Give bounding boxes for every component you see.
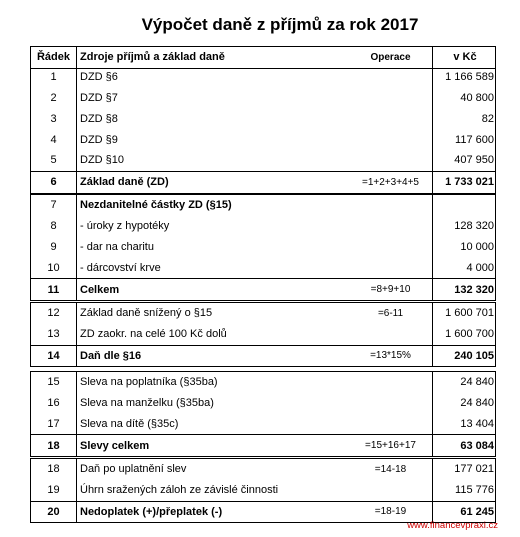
table-header	[30, 46, 496, 69]
row-operation	[349, 216, 433, 237]
page-title: Výpočet daně z příjmů za rok 2017	[141, 15, 419, 34]
row-value: 115 776	[455, 484, 494, 497]
row-number: 20	[31, 502, 77, 523]
table-row	[31, 459, 495, 480]
row-description: DZD §9	[80, 133, 118, 146]
table-row	[31, 67, 495, 88]
row-description: Základ daně snížený o §15	[80, 307, 213, 320]
row-description: Základ daně (ZD)	[80, 176, 169, 189]
row-number: 6	[31, 172, 77, 193]
table-row	[31, 393, 495, 414]
row-value: 117 600	[455, 133, 494, 146]
header-operation: Operace	[349, 47, 433, 68]
row-number: 16	[31, 393, 77, 414]
row-number: 12	[31, 303, 77, 324]
row-description: Nedoplatek (+)/přeplatek (-)	[80, 505, 223, 518]
row-number: 17	[31, 414, 77, 435]
row-operation: =6-11	[349, 303, 433, 324]
row-description: Sleva na dítě (§35c)	[80, 417, 179, 430]
row-description: DZD §10	[80, 154, 125, 167]
row-number: 19	[31, 480, 77, 501]
table-row	[31, 414, 495, 435]
row-value: 177 021	[454, 463, 494, 476]
row-number: 18	[31, 459, 77, 480]
row-value: 13 404	[460, 417, 494, 430]
row-value: 1 166 589	[445, 71, 494, 84]
row-value: 63 084	[460, 439, 494, 452]
table-row	[31, 237, 495, 258]
row-value: 4 000	[466, 261, 494, 274]
row-number: 13	[31, 324, 77, 345]
row-operation	[349, 414, 433, 435]
row-operation	[349, 195, 433, 216]
table-row	[31, 324, 495, 345]
row-operation	[349, 372, 433, 393]
table-row	[31, 372, 495, 393]
table-row	[31, 480, 495, 501]
table-section	[30, 194, 496, 301]
row-value: 1 600 701	[445, 307, 494, 320]
row-operation	[349, 393, 433, 414]
row-description: Daň po uplatnění slev	[80, 463, 187, 476]
table-row	[31, 345, 495, 367]
row-number: 7	[31, 195, 77, 216]
row-description: - dar na charitu	[80, 240, 154, 253]
row-operation	[349, 480, 433, 501]
row-value: 1 733 021	[445, 176, 494, 189]
row-description: Úhrn sražených záloh ze závislé činnosti	[80, 484, 279, 497]
row-number: 3	[31, 108, 77, 129]
row-number: 5	[31, 150, 77, 171]
row-description: Nezdanitelné částky ZD (§15)	[80, 199, 232, 212]
row-number: 10	[31, 257, 77, 278]
row-operation	[349, 67, 433, 88]
row-operation: =13*15%	[349, 346, 433, 367]
table-row	[31, 216, 495, 237]
row-operation	[349, 324, 433, 345]
row-operation: =15+16+17	[349, 435, 433, 456]
row-description: DZD §6	[80, 71, 118, 84]
row-operation	[349, 108, 433, 129]
row-value: 407 950	[454, 154, 494, 167]
row-description: Sleva na poplatníka (§35ba)	[80, 376, 218, 389]
row-description: ZD zaokr. na celé 100 Kč dolů	[80, 328, 227, 341]
table-row	[31, 150, 495, 171]
row-value: 61 245	[460, 505, 494, 518]
table-row	[31, 171, 495, 193]
row-operation	[349, 150, 433, 171]
row-number: 15	[31, 372, 77, 393]
row-description: Slevy celkem	[80, 439, 150, 452]
header-description: Zdroje příjmů a základ daně	[80, 51, 225, 64]
table-section	[30, 458, 496, 523]
row-number: 9	[31, 237, 77, 258]
row-description: - úroky z hypotéky	[80, 220, 170, 233]
row-operation	[349, 129, 433, 150]
row-description: - dárcovství krve	[80, 261, 161, 274]
row-value: 24 840	[460, 376, 494, 389]
row-operation	[349, 257, 433, 278]
table-row	[31, 278, 495, 300]
table-row	[31, 129, 495, 150]
row-value: 82	[481, 112, 494, 125]
table-section	[30, 67, 496, 194]
row-value	[433, 195, 497, 216]
table-section	[30, 371, 496, 457]
row-value: 24 840	[460, 397, 494, 410]
row-number: 4	[31, 129, 77, 150]
row-operation: =18-19	[349, 502, 433, 523]
row-description: Sleva na manželku (§35ba)	[80, 397, 214, 410]
row-number: 18	[31, 435, 77, 456]
table-row	[31, 195, 495, 216]
row-number: 8	[31, 216, 77, 237]
row-number: 2	[31, 88, 77, 109]
row-number: 11	[31, 279, 77, 300]
row-value: 1 600 700	[445, 328, 494, 341]
row-description: DZD §8	[80, 112, 118, 125]
row-operation	[349, 237, 433, 258]
table-row	[31, 434, 495, 456]
row-operation: =1+2+3+4+5	[349, 172, 433, 193]
row-value: 40 800	[460, 91, 494, 104]
row-value: 128 320	[454, 220, 494, 233]
row-operation: =14-18	[349, 459, 433, 480]
row-value: 10 000	[460, 240, 494, 253]
row-description: Celkem	[80, 283, 120, 296]
row-operation: =8+9+10	[349, 279, 433, 300]
table-row	[31, 88, 495, 109]
table-row	[31, 108, 495, 129]
header-row	[31, 47, 495, 68]
table-row	[31, 257, 495, 278]
table-section	[30, 302, 496, 367]
row-description: Daň dle §16	[80, 349, 142, 362]
row-number: 14	[31, 346, 77, 367]
source-link[interactable]: www.financevpraxi.cz	[407, 520, 498, 531]
header-row-number: Řádek	[31, 47, 77, 68]
row-description: DZD §7	[80, 91, 118, 104]
row-operation	[349, 88, 433, 109]
row-number: 1	[31, 67, 77, 88]
header-value: v Kč	[453, 51, 477, 64]
row-value: 132 320	[454, 283, 494, 296]
table-row	[31, 303, 495, 324]
row-value: 240 105	[454, 349, 494, 362]
